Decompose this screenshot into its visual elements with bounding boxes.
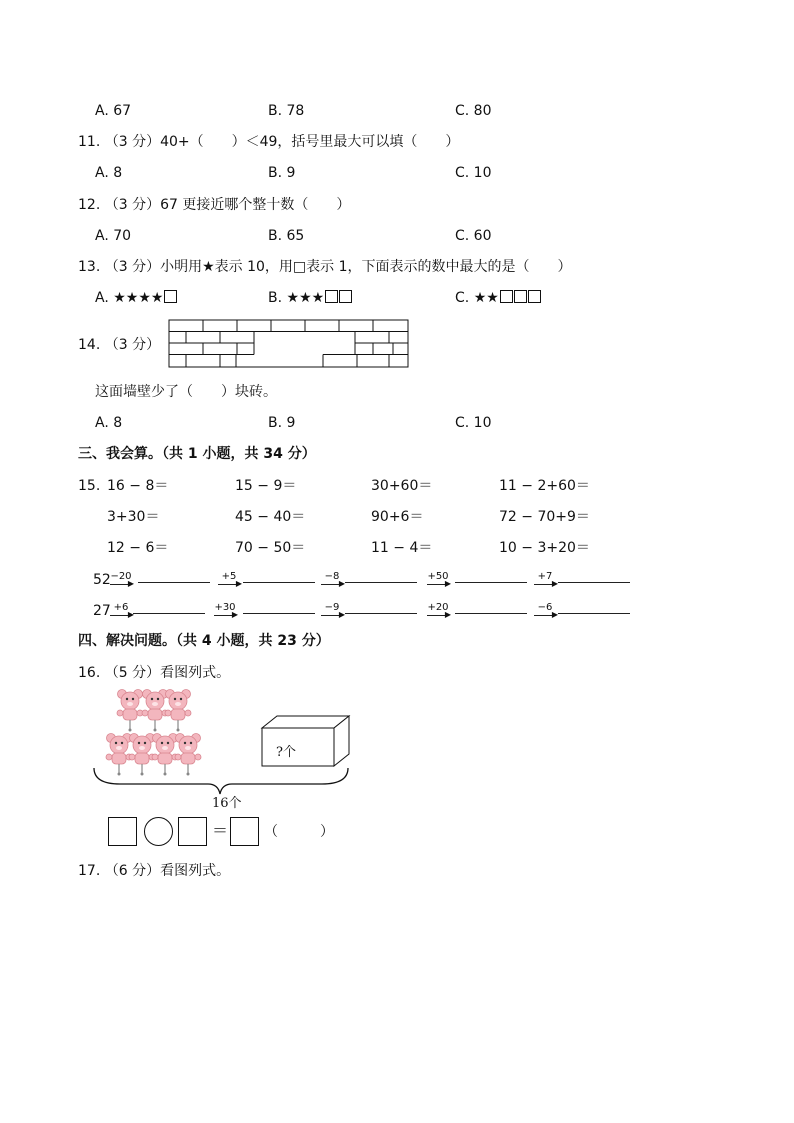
bear-icon (142, 690, 168, 732)
q12-option-c[interactable]: C. 60 (455, 228, 492, 244)
calc-item: 3+30＝ (107, 509, 160, 525)
teddy-bear-figure (90, 688, 352, 810)
total-label: 16个 (212, 796, 242, 811)
q12-stem: 12. （3 分）67 更接近哪个整十数（ ） (78, 197, 351, 213)
chain-start: 52 (93, 572, 111, 588)
star-icons: ★★★★ (113, 290, 164, 306)
q13-option-a[interactable] (95, 289, 177, 307)
chain-arrow: +50 ▶ (427, 571, 451, 588)
calc-item: 70 − 50＝ (235, 540, 306, 556)
bear-icon (165, 690, 191, 732)
q12-option-a[interactable]: A. 70 (95, 228, 132, 244)
q11-option-b[interactable]: B. 9 (268, 165, 296, 181)
unit-parentheses[interactable]: （ ） (264, 824, 334, 840)
box-label: ?个 (276, 745, 296, 760)
chain-arrow: +5 ▶ (216, 570, 242, 588)
q17-stem: 17. （6 分）看图列式。 (78, 863, 231, 879)
q13-option-b[interactable] (268, 289, 352, 307)
star-icons: ★★ (473, 290, 499, 306)
bear-icon (175, 734, 201, 776)
square-icon (164, 290, 177, 303)
calc-item: 12 − 6＝ (107, 540, 169, 556)
answer-box-3[interactable] (230, 817, 259, 846)
section-3-heading: 三、我会算。（共 1 小题，共 34 分） (78, 446, 316, 462)
answer-box-2[interactable] (178, 817, 207, 846)
section-4-heading: 四、解决问题。（共 4 小题，共 23 分） (78, 633, 330, 649)
option-letter: A. (95, 290, 109, 306)
star-icons: ★★★ (286, 290, 325, 306)
q14-stem: 14. （3 分） (78, 337, 161, 353)
q12-option-b[interactable]: B. 65 (268, 228, 305, 244)
q14-text: 这面墙壁少了（ ）块砖。 (95, 384, 277, 400)
calc-item: 90+6＝ (371, 509, 424, 525)
chain-arrow: −6 ▶ (532, 601, 558, 619)
q16-stem: 16. （5 分）看图列式。 (78, 665, 231, 681)
brick-wall-figure (168, 319, 410, 369)
option-letter: C. (455, 290, 470, 306)
bear-icon (106, 734, 132, 776)
option-letter: B. (268, 290, 283, 306)
bear-icon (129, 734, 155, 776)
answer-blank[interactable] (243, 601, 315, 619)
square-icon (528, 290, 541, 303)
q11-stem: 11. （3 分）40+（ ）＜49，括号里最大可以填（ ） (78, 134, 460, 150)
chain-arrow: −9 ▶ (319, 601, 345, 619)
calc-item: 15 − 9＝ (235, 478, 297, 494)
equals-sign: ＝ (212, 821, 229, 840)
q15-number: 15. (78, 478, 101, 494)
answer-blank[interactable] (345, 601, 417, 619)
q10-option-c[interactable]: C. 80 (455, 103, 492, 119)
bear-icon (117, 690, 143, 732)
chain-start: 27 (93, 603, 111, 619)
answer-blank[interactable] (133, 601, 205, 619)
q11-option-c[interactable]: C. 10 (455, 165, 492, 181)
square-icon (514, 290, 527, 303)
calc-item: 11 − 2+60＝ (499, 478, 590, 494)
bear-icon (152, 734, 178, 776)
answer-blank[interactable] (558, 601, 630, 619)
calc-item: 16 − 8＝ (107, 478, 169, 494)
calc-item: 11 − 4＝ (371, 540, 433, 556)
q14-option-c[interactable]: C. 10 (455, 415, 492, 431)
calc-item: 10 − 3+20＝ (499, 540, 590, 556)
q10-option-b[interactable]: B. 78 (268, 103, 305, 119)
answer-box-1[interactable] (108, 817, 137, 846)
chain-arrow: −20 ▶ (110, 571, 134, 588)
q11-option-a[interactable]: A. 8 (95, 165, 123, 181)
chain-arrow: +6 ▶ (108, 601, 134, 619)
answer-blank[interactable] (243, 570, 315, 588)
square-icon (500, 290, 513, 303)
square-icon (339, 290, 352, 303)
q13-stem: 13. （3 分）小明用★表示 10，用□表示 1，下面表示的数中最大的是（ ） (78, 259, 572, 275)
q14-option-b[interactable]: B. 9 (268, 415, 296, 431)
q13-option-c[interactable] (455, 289, 541, 307)
calc-item: 72 − 70+9＝ (499, 509, 590, 525)
chain-arrow: +20 ▶ (427, 602, 451, 619)
chain-arrow: +7 ▶ (532, 570, 558, 588)
operator-circle[interactable] (144, 817, 173, 846)
calc-item: 45 − 40＝ (235, 509, 306, 525)
answer-blank[interactable] (558, 570, 630, 588)
chain-arrow: −8 ▶ (319, 570, 345, 588)
chain-arrow: +30 ▶ (214, 602, 238, 619)
answer-blank[interactable] (455, 570, 527, 588)
q14-option-a[interactable]: A. 8 (95, 415, 123, 431)
brace-icon (94, 768, 348, 794)
q10-option-a[interactable]: A. 67 (95, 103, 132, 119)
calc-item: 30+60＝ (371, 478, 433, 494)
answer-blank[interactable] (138, 570, 210, 588)
answer-blank[interactable] (455, 601, 527, 619)
square-icon (325, 290, 338, 303)
answer-blank[interactable] (345, 570, 417, 588)
